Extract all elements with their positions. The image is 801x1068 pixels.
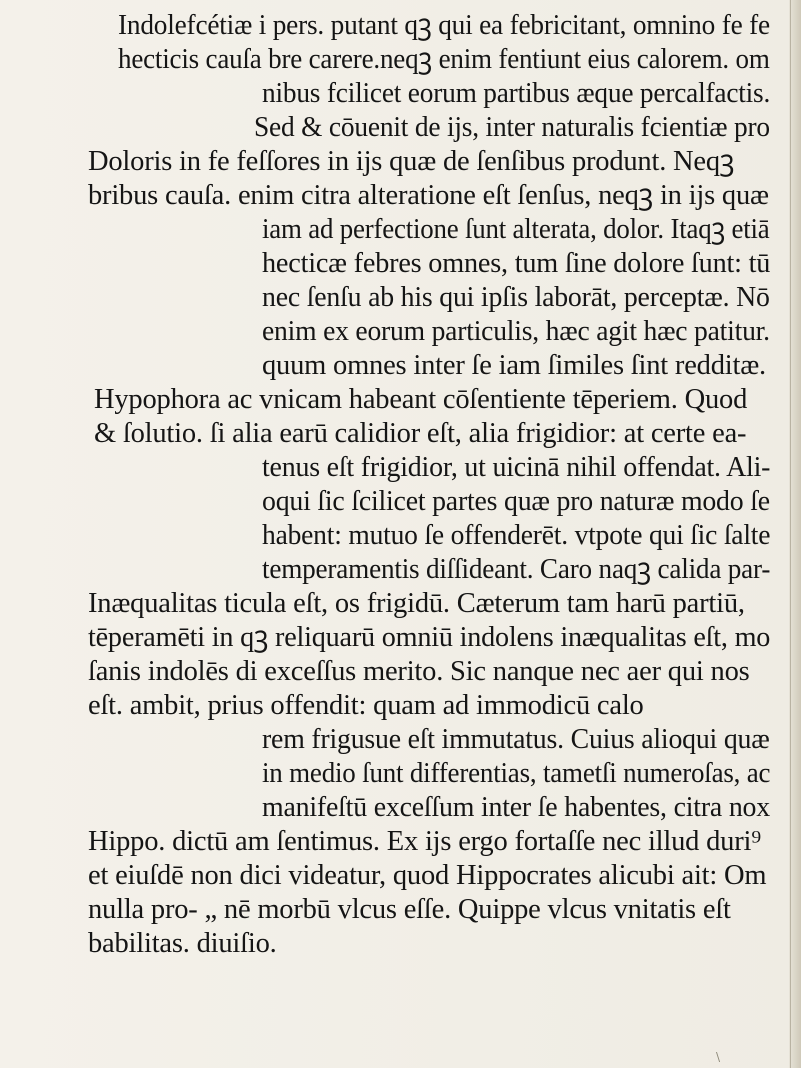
text-line: Sed & cōuenit de ijs, inter naturalis fcientiæ pro	[254, 112, 770, 143]
text-line: Doloris in fe feſſores in ijs quæ de ſenſibus produnt. Neqꝫ	[88, 146, 735, 177]
text-line: nulla pro- „ nē morbū vlcus eſſe. Quippe vlcus vnitatis eſt	[88, 894, 731, 925]
text-line: ſanis indolēs di exceſſus merito. Sic nanque nec aer qui nos	[88, 656, 750, 687]
text-line: oqui ſic ſcilicet partes quæ pro naturæ modo ſe	[262, 486, 770, 517]
text-line: nibus fcilicet eorum partibus æque percalfactis.	[262, 78, 771, 109]
text-line: & ſolutio. ſi alia earū calidior eſt, alia frigidior: at certe ea-	[94, 418, 747, 449]
text-line: in medio ſunt differentias, tametſi numeroſas, ac	[262, 758, 771, 789]
text-line: hecticæ febres omnes, tum ſine dolore ſunt: tū	[262, 248, 771, 279]
text-line: Indolefcétiæ i pers. putant qꝫ qui ea febricitant, omnino fe fe	[118, 10, 770, 41]
text-line: habent: mutuo ſe offenderēt. vtpote qui ſic ſalte	[262, 520, 771, 551]
text-line: quum omnes inter ſe iam ſimiles ſint redditæ.	[262, 350, 766, 381]
text-line: babilitas. diuiſio.	[88, 928, 277, 959]
text-line: temperamentis diſſideant. Caro naqꝫ calida par-	[262, 554, 771, 585]
text-line: eſt. ambit, prius offendit: quam ad immodicū calo	[88, 690, 644, 721]
text-line: bribus cauſa. enim citra alteratione eſt ſenſus, neqꝫ in ijs quæ	[88, 180, 769, 211]
text-line: iam ad perfectione ſunt alterata, dolor. Itaqꝫ etiā	[262, 214, 770, 245]
text-line: Hippo. dictū am ſentimus. Ex ijs ergo fortaſſe nec illud duri⁹	[88, 826, 761, 857]
page-edge-line	[790, 0, 791, 1068]
text-line: manifeſtū exceſſum inter ſe habentes, citra nox	[262, 792, 771, 823]
text-line: tenus eſt frigidior, ut uicinā nihil offendat. Ali-	[262, 452, 771, 483]
text-line: nec ſenſu ab his qui ipſis laborāt, perceptæ. Nō	[262, 282, 770, 313]
text-line: et eiuſdē non dici videatur, quod Hippocrates alicubi ait: Om	[88, 860, 767, 891]
text-line: tēperamēti in qꝫ reliquarū omniū indolens inæqualitas eſt, mo	[88, 622, 771, 653]
text-line: enim ex eorum particulis, hæc agit hæc patitur.	[262, 316, 770, 347]
text-line: Inæqualitas ticula eſt, os frigidū. Cæterum tam harū partiū,	[88, 588, 745, 619]
text-line: Hypophora ac vnicam habeant cōſentiente tēperiem. Quod	[94, 384, 748, 415]
text-line: rem frigusue eſt immutatus. Cuius alioqui quæ	[262, 724, 770, 755]
page-fold-mark: \	[716, 1050, 721, 1064]
text-line: hecticis cauſa bre carere.neqꝫ enim fentiunt eius calorem. om	[118, 44, 770, 75]
